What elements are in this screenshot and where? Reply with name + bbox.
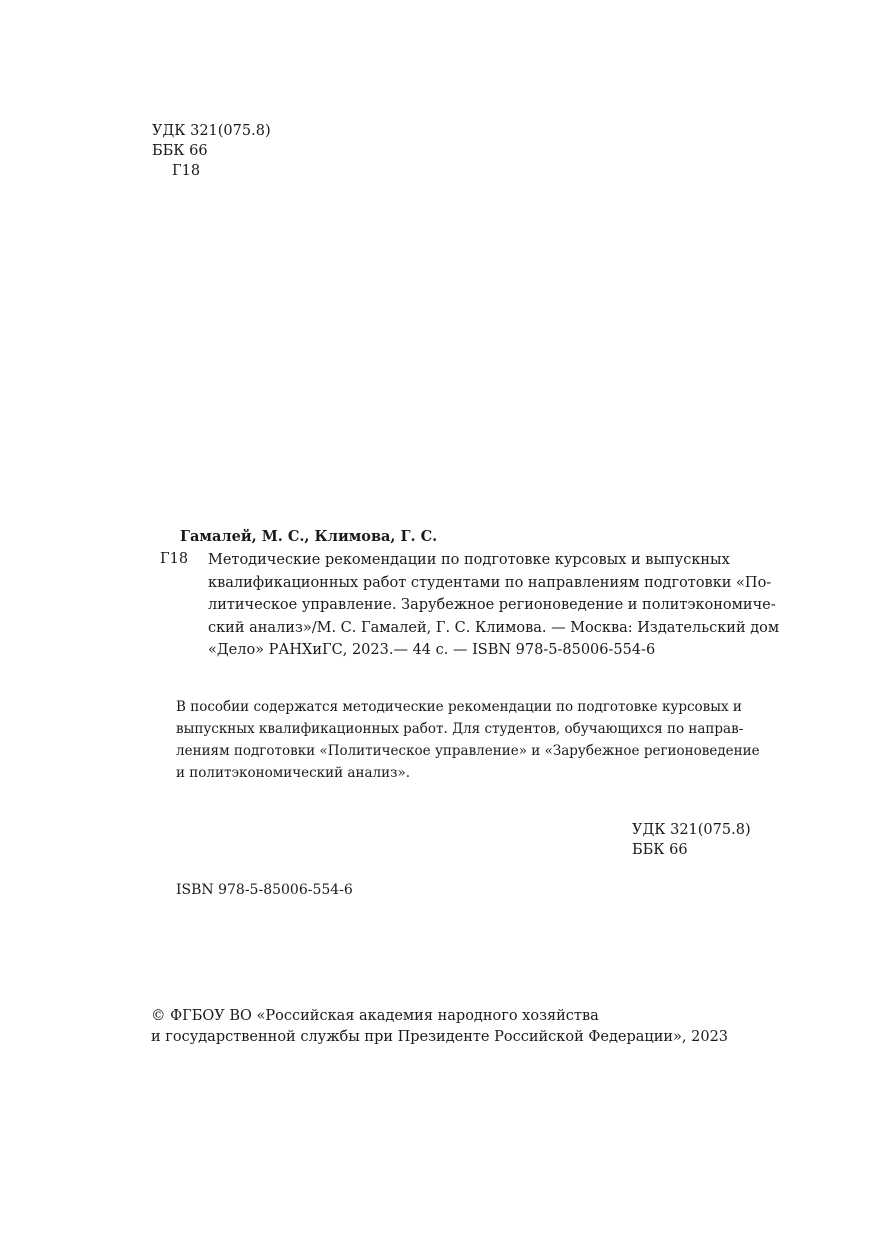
copyright-line: и государственной службы при Президенте Российской Федерации», 2023 [151, 1029, 729, 1045]
bbk-code-top: ББК 66 [152, 143, 208, 159]
entry-line: «Дело» РАНХиГС, 2023.— 44 с. — ISBN 978-5-85006-554-6 [208, 642, 656, 658]
annotation-line: и политэкономический анализ». [176, 765, 410, 781]
entry-line: Методические рекомендации по подготовке курсовых и выпускных [208, 552, 730, 568]
annotation [176, 696, 760, 784]
author-mark-top: Г18 [172, 163, 201, 179]
copyright-line: © ФГБОУ ВО «Российская академия народного хозяйства [151, 1008, 599, 1024]
annotation-line: лениям подготовки «Политическое управление» и «Зарубежное регионоведение [176, 743, 760, 759]
copyright-notice [151, 1006, 728, 1048]
bbk-code-right: ББК 66 [632, 842, 688, 858]
entry-line: ский анализ»/М. С. Гамалей, Г. С. Климова. — Москва: Издательский дом [208, 619, 780, 636]
entry-author-mark: Г18 [160, 551, 189, 567]
entry-description [208, 549, 780, 662]
udk-code-right: УДК 321(075.8) [632, 822, 751, 838]
entry-line: квалификационных работ студентами по направлениям подготовки «По- [208, 574, 772, 591]
annotation-line: В пособии содержатся методические рекомендации по подготовке курсовых и [176, 699, 742, 715]
annotation-line: выпускных квалификационных работ. Для студентов, обучающихся по направ- [176, 721, 744, 737]
isbn: ISBN 978-5-85006-554-6 [176, 882, 353, 898]
entry-authors: Гамалей, М. С., Климова, Г. С. [180, 528, 438, 545]
entry-line: литическое управление. Зарубежное регионоведение и политэкономиче- [208, 597, 776, 613]
udk-code-top: УДК 321(075.8) [152, 123, 271, 139]
